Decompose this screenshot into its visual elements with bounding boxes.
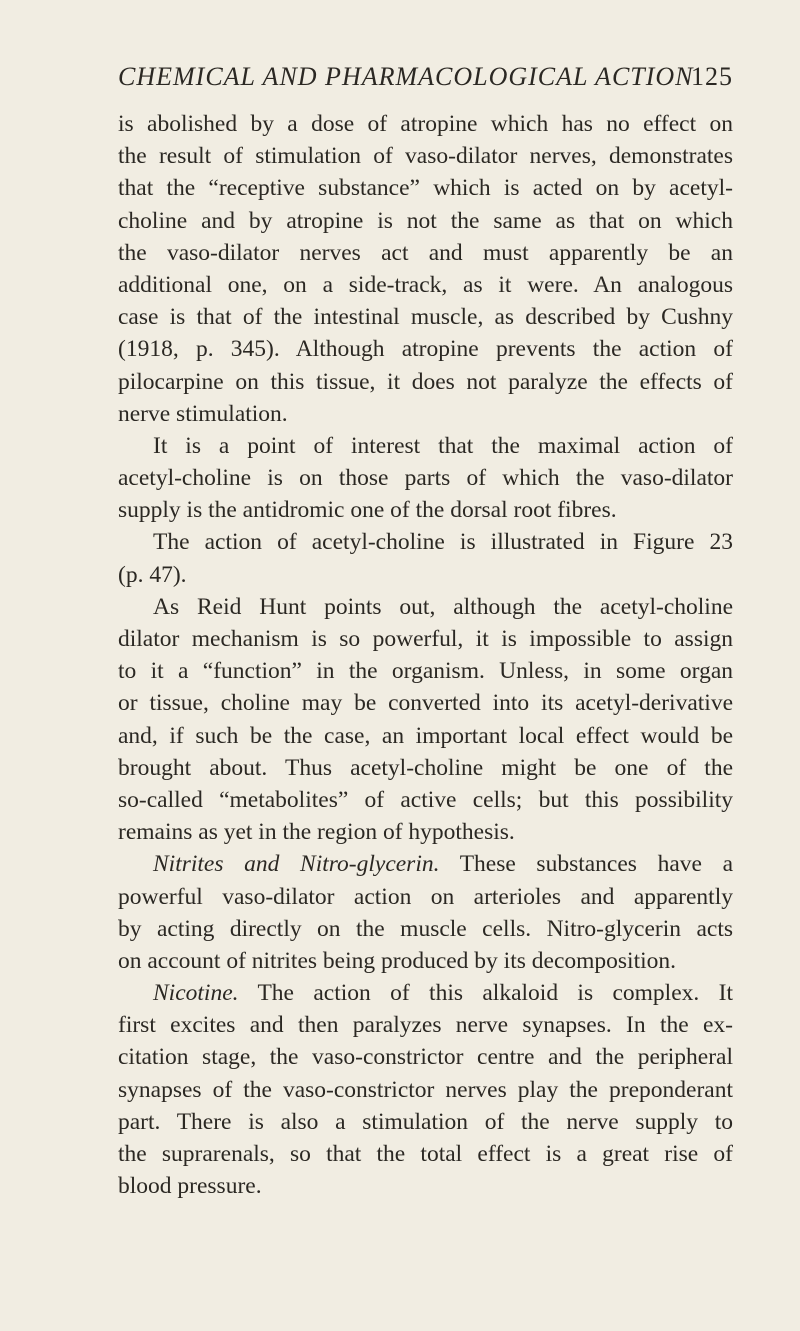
text-line: by acting directly on the muscle cells. Nitro-glycerin acts [118,915,733,942]
section-heading-nitrites: Nitrites and Nitro-glycerin. [153,851,440,878]
text-line: The action of acetyl-choline is illustrated in Figure 23 [153,529,733,556]
body-text [118,108,733,1202]
text-line: (p. 47). [118,561,187,588]
text-line [118,848,733,880]
text-run: These substances have a [439,851,733,878]
text-run: The action of this alkaloid is complex. It [238,980,733,1007]
text-line: citation stage, the vaso-constrictor centre and the peripheral [118,1044,733,1071]
text-line: As Reid Hunt points out, although the acetyl-choline [153,593,733,620]
text-line: part. There is also a stimulation of the nerve supply to [118,1108,733,1135]
text-line: the suprarenals, so that the total effect is a great rise of [118,1141,733,1167]
page-number: 125 [691,62,733,91]
text-line: synapses of the vaso-constrictor nerves play the preponderant [118,1076,733,1103]
text-line: that the “receptive substance” which is acted on by acetyl- [118,175,733,202]
text-line: pilocarpine on this tissue, it does not paralyze the effects of [118,368,733,395]
section-heading-nicotine: Nicotine. [153,980,239,1007]
text-line: case is that of the intestinal muscle, as described by Cushny [118,304,733,331]
running-head [118,62,733,92]
chapter-title: CHEMICAL AND PHARMACOLOGICAL ACTION [118,62,694,91]
text-line: (1918, p. 345). Although atropine prevents the action of [118,336,733,363]
text-line: the vaso-dilator nerves act and must apparently be an [118,239,733,266]
text-line: so-called “metabolites” of active cells; but this possibility [118,786,733,813]
text-line: powerful vaso-dilator action on arterioles and apparently [118,883,733,910]
text-line: supply is the antidromic one of the dorsal root fibres. [118,497,617,524]
text-line: first excites and then paralyzes nerve synapses. In the ex- [118,1012,733,1039]
text-line: and, if such be the case, an important local effect would be [118,722,733,749]
text-line: on account of nitrites being produced by its decomposition. [118,947,677,974]
text-line: brought about. Thus acetyl-choline might be one of the [118,754,733,781]
text-line: remains as yet in the region of hypothesis. [118,819,515,846]
text-line: acetyl-choline is on those parts of which the vaso-dilator [118,465,733,492]
text-line [118,977,733,1009]
text-line: dilator mechanism is so powerful, it is impossible to assign [118,626,733,652]
text-line: nerve stimulation. [118,400,288,427]
text-line: the result of stimulation of vaso-dilator nerves, demonstrates [118,143,733,170]
text-line: or tissue, choline may be converted into its acetyl-derivative [118,690,733,717]
text-line: is abolished by a dose of atropine which has no effect on [118,111,733,137]
text-line: It is a point of interest that the maximal action of [153,432,733,459]
text-line: additional one, on a side-track, as it were. An analogous [118,271,733,298]
text-line: to it a “function” in the organism. Unless, in some organ [118,658,733,685]
text-line: choline and by atropine is not the same as that on which [118,207,733,234]
text-line: blood pressure. [118,1173,262,1200]
